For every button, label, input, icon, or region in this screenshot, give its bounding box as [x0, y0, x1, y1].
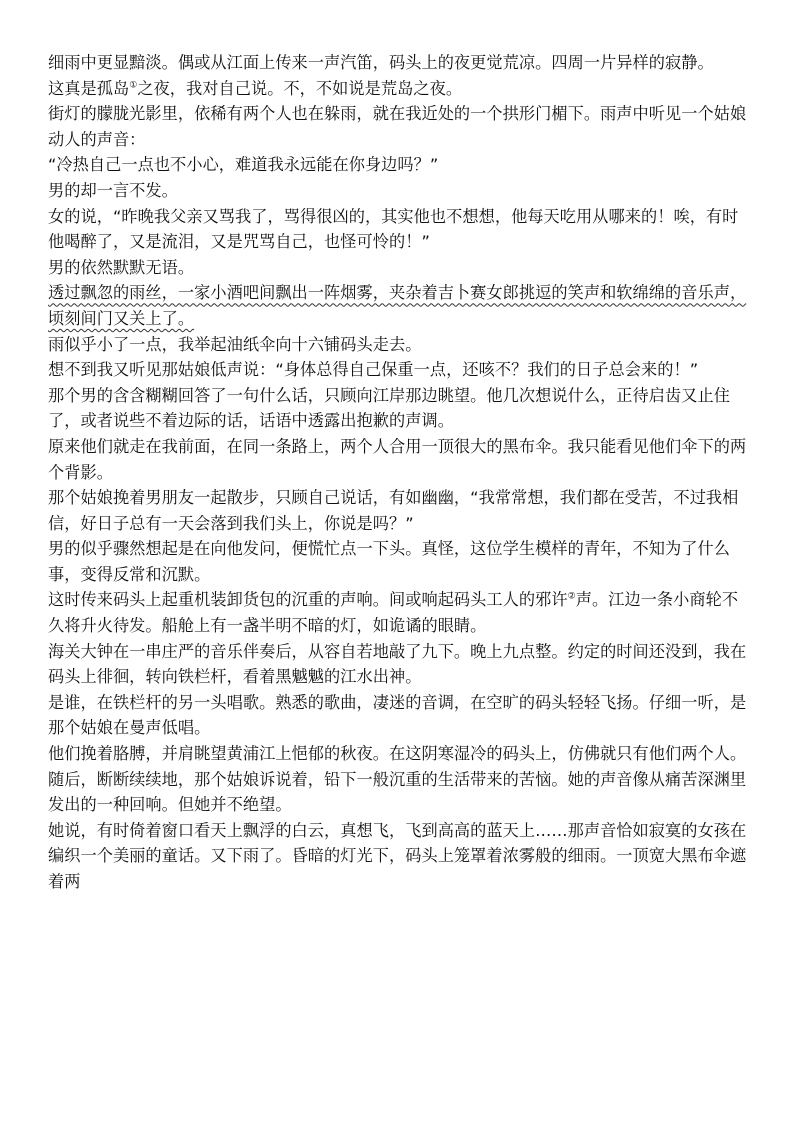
paragraph-text: 之夜，我对自己说。不，不如说是荒岛之夜。 [137, 78, 463, 98]
paragraph-14 [48, 536, 748, 587]
paragraph-text: 街灯的朦胧光影里，依稀有两个人也在躲雨，就在我近处的一个拱形门楣下。雨声中听见一个姑娘动人的声音： [48, 104, 747, 149]
footnote-marker-2: ② [567, 592, 576, 603]
paragraph-text: 那个姑娘挽着男朋友一起散步，只顾自己说话，有如幽幽，“我常常想，我们都在受苦，不过我相信，好日子总有一天会落到我们头上，你说是吗？” [48, 488, 739, 533]
paragraph-text: 想不到我又听见那姑娘低声说：“身体总得自己保重一点，还咳不？我们的日子总会来的！” [48, 360, 699, 380]
paragraph-text: 那个男的含含糊糊回答了一句什么话，只顾向江岸那边眺望。他几次想说什么，正待启齿又止住了，或者说些不着边际的话，话语中透露出抱歉的声调。 [48, 385, 730, 431]
paragraph-1 [48, 50, 748, 76]
paragraph-19 [48, 818, 748, 895]
paragraph-text: 这真是孤岛 [48, 78, 130, 98]
paragraph-15 [48, 587, 748, 638]
paragraph-text: 这时传来码头上起重机装卸货包的沉重的声响。间或响起码头工人的邪许 [48, 590, 568, 610]
paragraph-4 [48, 152, 748, 178]
paragraph-text: 女的说，“昨晚我父亲又骂我了，骂得很凶的，其实他也不想想，他每天吃用从哪来的！唉，有时他喝醉了，又是流泪，又是咒骂自己，也怪可怜的！” [48, 206, 739, 252]
paragraph-13 [48, 485, 748, 536]
footnote-marker-1: ① [129, 80, 138, 91]
paragraph-11 [48, 383, 748, 434]
paragraph-text: 他们挽着胳膊，并肩眺望黄浦江上悒郁的秋夜。在这阴寒湿冷的码头上，仿佛就只有他们两个人。随后，断断续续地，那个姑娘诉说着，铅下一般沉重的生活带来的苦恼。她的声音像从痛苦深渊里发出的一种回响。但她并不绝望。 [48, 744, 747, 815]
paragraph-8-underlined [48, 280, 748, 331]
paragraph-6 [48, 204, 748, 255]
paragraph-5 [48, 178, 748, 204]
paragraph-text: 男的似乎骤然想起是在向他发问，便慌忙点一下头。真怪，这位学生模样的青年，不知为了什么事，变得反常和沉默。 [48, 539, 730, 584]
paragraph-17 [48, 690, 748, 741]
paragraph-text: 她说，有时倚着窗口看天上飘浮的白云，真想飞，飞到高高的蓝天上……那声音恰如寂寞的女孩在编织一个美丽的童话。又下雨了。昏暗的灯光下，码头上笼罩着浓雾般的细雨。一顶宽大黑布伞遮着两 [48, 820, 747, 891]
paragraph-16 [48, 639, 748, 690]
paragraph-18 [48, 741, 748, 818]
paragraph-text: 雨似乎小了一点，我举起油纸伞向十六铺码头走去。 [48, 334, 422, 354]
paragraph-text: 海关大钟在一串庄严的音乐伴奏后，从容自若地敲了九下。晚上九点整。约定的时间还没到，我在码头上徘徊，转向铁栏杆，看着黑魆魆的江水出神。 [48, 641, 747, 687]
wavy-underlined-text: 透过飘忽的雨丝，一家小酒吧间飘出一阵烟雾，夹杂着吉卜赛女郎挑逗的笑声和软绵绵的音乐声，顷刻间门又关上了。 [48, 283, 747, 328]
paragraph-text: 男的却一言不发。 [48, 180, 178, 200]
paragraph-10 [48, 357, 748, 383]
paragraph-text: 男的依然默默无语。 [48, 257, 195, 277]
paragraph-text: 声。江边一条小商轮不久将升火待发。船舱上有一盏半明不暗的灯，如诡谲的眼睛。 [48, 590, 739, 636]
paragraph-2 [48, 76, 748, 102]
document-page [48, 50, 748, 895]
paragraph-text: 原来他们就走在我前面，在同一条路上，两个人合用一顶很大的黑布伞。我只能看见他们伞下的两个背影。 [48, 436, 747, 482]
paragraph-text: 是谁，在铁栏杆的另一头唱歌。熟悉的歌曲，凄迷的音调，在空旷的码头轻轻飞扬。仔细一听，是那个姑娘在曼声低唱。 [48, 692, 747, 738]
paragraph-text: 细雨中更显黯淡。偶或从江面上传来一声汽笛，码头上的夜更觉荒凉。四周一片异样的寂静。 [48, 53, 714, 72]
paragraph-3 [48, 101, 748, 152]
paragraph-text: “冷热自己一点也不小心，难道我永远能在你身边吗？” [48, 155, 439, 175]
paragraph-7 [48, 255, 748, 281]
paragraph-9 [48, 332, 748, 358]
paragraph-12 [48, 434, 748, 485]
